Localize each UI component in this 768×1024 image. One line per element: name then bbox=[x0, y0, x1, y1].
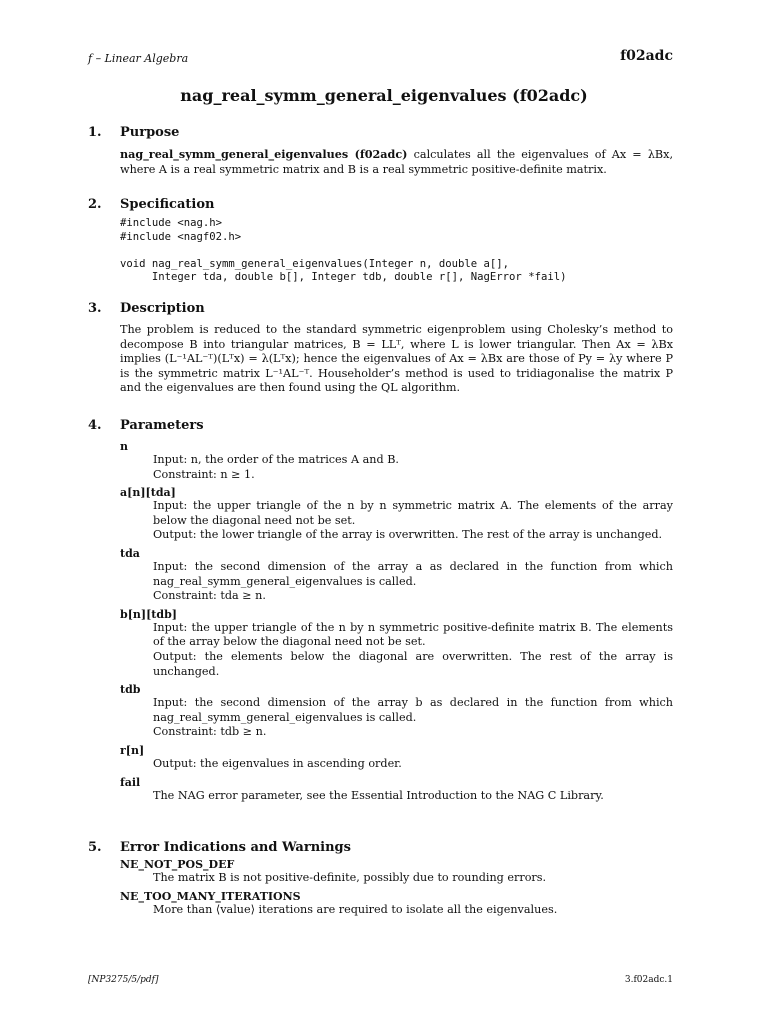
parameter-constraint: Constraint: n ≥ 1. bbox=[153, 467, 255, 481]
section-title: Purpose bbox=[120, 125, 180, 140]
footer-document-id: [NP3275/5/pdf] bbox=[88, 975, 159, 985]
parameter-description: Input: the second dimension of the array b as declared in the function from which nag_real_symm_general_eigenvalues is called. bbox=[153, 696, 673, 724]
section-title: Specification bbox=[120, 197, 215, 212]
parameter-name: r[n] bbox=[120, 743, 145, 757]
routine-code: f02adc bbox=[620, 48, 673, 64]
section-heading bbox=[88, 301, 673, 319]
parameter-description: Input: the second dimension of the array a as declared in the function from which nag_real_symm_general_eigenvalues is called. bbox=[153, 559, 673, 588]
section-description bbox=[88, 301, 673, 396]
section-specification bbox=[88, 197, 673, 285]
parameter-name: tda bbox=[120, 546, 140, 560]
error-too-many-iterations bbox=[120, 890, 673, 918]
section-number: 1. bbox=[88, 125, 102, 140]
section-title: Error Indications and Warnings bbox=[120, 840, 351, 855]
description-text: The problem is reduced to the standard symmetric eigenproblem using Cholesky’s method to decompose B into triangular matrices, B = LLᵀ, where L is lower triangular. Then Ax = λBx implies (L⁻¹AL⁻ᵀ)(Lᵀx) = λ(Lᵀx); hence the eigenvalues of Ax = λBx are those of Py = λy where P is the symmetric matrix L⁻¹AL⁻ᵀ. Householder’s method is used to tridiagonalise the matrix P and the eigenvalues are then found using the QL algorithm. bbox=[120, 323, 673, 395]
parameter-b bbox=[120, 608, 673, 679]
section-heading bbox=[88, 840, 673, 858]
error-not-pos-def bbox=[120, 858, 673, 886]
parameter-constraint: Constraint: tda ≥ n. bbox=[153, 589, 266, 603]
parameter-name: tdb bbox=[120, 683, 141, 697]
error-list bbox=[120, 858, 673, 917]
section-number: 5. bbox=[88, 840, 102, 855]
error-message: More than ⟨value⟩ iterations are required to isolate all the eigenvalues. bbox=[153, 902, 558, 916]
section-number: 3. bbox=[88, 301, 102, 316]
section-number: 2. bbox=[88, 197, 102, 212]
error-code: NE_TOO_MANY_ITERATIONS bbox=[120, 889, 301, 903]
parameter-description: Input: the upper triangle of the n by n symmetric positive-definite matrix B. The elements of the array below the diagonal need not be set. bbox=[153, 620, 673, 649]
parameter-tdb bbox=[120, 683, 673, 740]
parameter-output: Output: the eigenvalues in ascending order. bbox=[153, 756, 402, 770]
purpose-sentence: calculates all the eigenvalues of Ax = λBx, where A is a real symmetric matrix and B is a real symmetric positive-definite matrix. bbox=[120, 148, 674, 176]
parameter-description: The NAG error parameter, see the Essential Introduction to the NAG C Library. bbox=[153, 788, 604, 802]
parameter-tda bbox=[120, 547, 673, 604]
section-parameters bbox=[88, 418, 673, 803]
parameter-r bbox=[120, 744, 673, 772]
parameter-name: fail bbox=[120, 775, 141, 789]
error-message: The matrix B is not positive-definite, possibly due to rounding errors. bbox=[153, 871, 547, 884]
purpose-text bbox=[120, 147, 673, 177]
routine-name: nag_real_symm_general_eigenvalues (f02adc) bbox=[120, 147, 408, 161]
section-title: Parameters bbox=[120, 418, 204, 433]
code-block: #include <nag.h> #include <nagf02.h> void nag_real_symm_general_eigenvalues(Integer n, double a[], Integer tda, double b[], Integer tdb, double r[], NagError *fail) bbox=[120, 217, 567, 284]
parameter-constraint: Constraint: tdb ≥ n. bbox=[153, 725, 267, 739]
section-heading bbox=[88, 125, 673, 143]
footer-page-number: 3.f02adc.1 bbox=[624, 975, 673, 985]
parameter-name: n bbox=[120, 440, 128, 453]
parameter-output: Output: the lower triangle of the array is overwritten. The rest of the array is unchanged. bbox=[153, 528, 663, 542]
parameter-name: a[n][tda] bbox=[120, 486, 176, 500]
section-number: 4. bbox=[88, 418, 102, 433]
section-title: Description bbox=[120, 301, 205, 316]
parameter-name: b[n][tdb] bbox=[120, 607, 177, 621]
parameter-description: Input: the upper triangle of the n by n symmetric matrix A. The elements of the array below the diagonal need not be set. bbox=[153, 499, 673, 527]
parameter-output: Output: the elements below the diagonal are overwritten. The rest of the array is unchanged. bbox=[153, 649, 673, 678]
chapter-label: f – Linear Algebra bbox=[88, 52, 189, 65]
section-heading bbox=[88, 418, 673, 436]
section-purpose bbox=[88, 125, 673, 177]
page-title: nag_real_symm_general_eigenvalues (f02adc) bbox=[180, 86, 588, 105]
section-heading bbox=[88, 197, 673, 215]
parameter-n bbox=[120, 440, 673, 482]
parameter-list bbox=[120, 440, 673, 803]
parameter-a bbox=[120, 486, 673, 543]
error-code: NE_NOT_POS_DEF bbox=[120, 858, 235, 871]
parameter-fail bbox=[120, 776, 673, 804]
parameter-description: Input: n, the order of the matrices A and B. bbox=[153, 453, 399, 466]
running-header bbox=[88, 48, 673, 68]
section-errors bbox=[88, 840, 673, 917]
